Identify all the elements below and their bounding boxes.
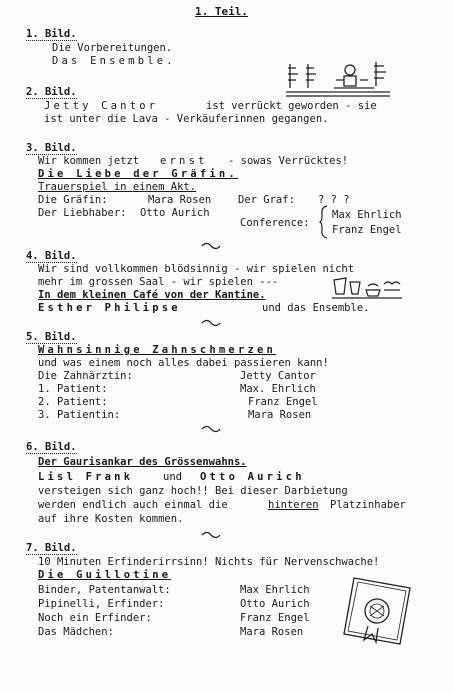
scene-3-line-1c: - sowas Verrücktes!: [228, 155, 349, 167]
scene-7-actor-1: Max Ehrlich: [240, 584, 310, 596]
scene-3-role-3: Der Liebhaber:: [38, 207, 127, 219]
scene-4-performer: Esther Philipse: [38, 302, 181, 314]
scene-3-line-1b: ernst: [160, 155, 208, 167]
scene-3-actor-2: ? ? ?: [318, 194, 350, 206]
scene-2-heading: 2. Bild.: [26, 86, 77, 98]
scene-5-actor-3: Franz Engel: [248, 396, 318, 408]
scene-5-line-2: und was einem noch alles dabei passieren kann!: [38, 357, 329, 369]
scene-3-play-title: Die Liebe der Gräfin.: [38, 168, 238, 180]
scene-7-role-3: Noch ein Erfinder:: [38, 612, 152, 624]
kitchen-counter-drawing: [284, 60, 394, 100]
scene-3-role-1: Die Gräfin:: [38, 194, 108, 206]
scene-5-role-4: 3. Patientin:: [38, 409, 121, 421]
scene-3-role-4: Conference:: [240, 217, 310, 229]
scene-7-actor-3: Franz Engel: [240, 612, 310, 624]
scene-5-heading: 5. Bild.: [26, 331, 77, 343]
scene-7-actor-2: Otto Aurich: [240, 598, 310, 610]
scene-5-role-2: 1. Patient:: [38, 383, 108, 395]
scene-5-actor-1: Jetty Cantor: [240, 370, 316, 382]
scene-2-line-1: ist verrückt geworden - sie: [206, 100, 377, 112]
scene-3-actor-5: Franz Engel: [332, 224, 402, 236]
scene-6-title: Der Gaurisankar des Grössenwahns.: [38, 456, 247, 468]
scene-6-line-3: versteigen sich ganz hoch!! Bei dieser Darbietung: [38, 485, 348, 497]
scene-3-actor-3: Otto Aurich: [140, 207, 210, 219]
scene-7-role-4: Das Mädchen:: [38, 626, 114, 638]
brace-mark: [319, 205, 329, 239]
scene-6-line-4a: werden endlich auch einmal die: [38, 499, 228, 511]
scene-5-role-3: 2. Patient:: [38, 396, 108, 408]
tilde-separator: [200, 241, 222, 251]
scene-2-performer: Jetty Cantor: [44, 100, 159, 112]
scene-4-line-3: In dem kleinen Café von der Kantine.: [38, 289, 266, 301]
scene-3-actor-1: Mara Rosen: [148, 194, 212, 206]
scene-4-line-2: mehr im grossen Saal - wir spielen ---: [38, 276, 279, 288]
page-title: 1. Teil.: [195, 5, 248, 18]
scene-1-heading: 1. Bild.: [26, 28, 77, 40]
scene-5-actor-2: Max. Ehrlich: [240, 383, 316, 395]
scene-5-title: Wahnsinnige Zahnschmerzen: [38, 344, 277, 356]
scene-7-title: Die Guillotine: [38, 569, 172, 581]
scene-3-subtitle: Trauerspiel in einem Akt.: [38, 181, 197, 193]
scene-4-line-1: Wir sind vollkommen blödsinnig - wir spielen nicht: [38, 263, 355, 275]
scene-7-role-1: Binder, Patentanwalt:: [38, 584, 171, 596]
scene-6-line-4b: Platzinhaber: [330, 499, 406, 511]
scene-6-performer-2: Otto Aurich: [200, 471, 305, 483]
tilde-separator: [200, 530, 222, 540]
scene-6-heading: 6. Bild.: [26, 441, 77, 453]
scene-3-role-2: Der Graf:: [238, 194, 295, 206]
scene-6-line-4-underlined: hinteren: [268, 499, 319, 511]
scene-7-line-1: 10 Minuten Erfinderirrsinn! Nichts für Nervenschwache!: [38, 556, 380, 568]
tilde-separator: [200, 318, 222, 328]
tilde-separator: [200, 424, 222, 434]
scene-7-role-2: Pipinelli, Erfinder:: [38, 598, 165, 610]
scene-6-performer-1: Lisl Frank: [38, 471, 134, 483]
scene-5-actor-4: Mara Rosen: [248, 409, 312, 421]
scene-3-line-1a: Wir kommen jetzt: [38, 155, 140, 167]
scene-6-and: und: [163, 471, 182, 483]
scene-4-heading: 4. Bild.: [26, 250, 77, 262]
scene-3-heading: 3. Bild.: [26, 142, 77, 154]
scene-7-actor-4: Mara Rosen: [240, 626, 304, 638]
scene-2-line-2: ist unter die Lava - Verkäuferinnen gegangen.: [44, 113, 329, 125]
patent-document-drawing: [340, 574, 416, 648]
scene-3-actor-4: Max Ehrlich: [332, 209, 402, 221]
scene-5-role-1: Die Zahnärztin:: [38, 370, 133, 382]
scene-1-line-1: Die Vorbereitungen.: [52, 42, 173, 54]
cafe-cups-drawing: [332, 276, 404, 302]
scene-4-line-4: und das Ensemble.: [262, 302, 370, 314]
scene-1-line-2: Das Ensemble.: [52, 55, 176, 67]
scene-7-heading: 7. Bild.: [26, 542, 77, 554]
scene-6-line-5: auf ihre Kosten kommen.: [38, 513, 184, 525]
